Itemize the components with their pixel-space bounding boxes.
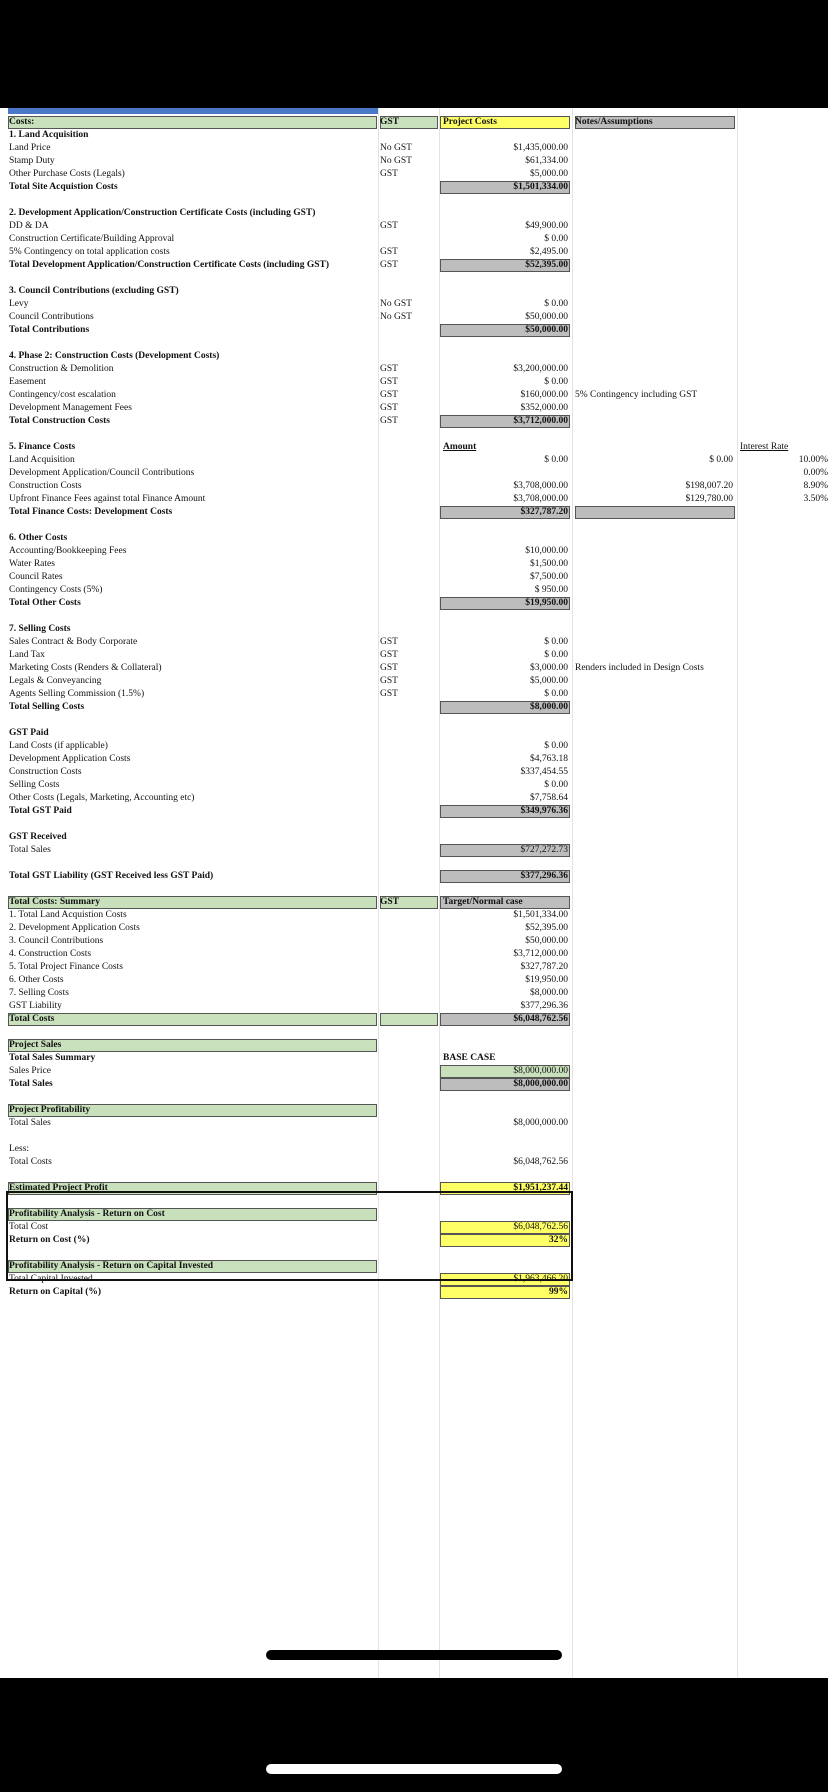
table-row — [0, 1143, 828, 1156]
label-cell[interactable]: Total Sales — [9, 1079, 53, 1089]
table-row — [0, 1000, 828, 1013]
label-cell[interactable]: Total Construction Costs — [9, 416, 110, 426]
gst-cell[interactable]: GST — [380, 637, 398, 647]
label-cell[interactable]: Total Development Application/Construction Certificate Costs (including GST) — [9, 260, 330, 270]
label-cell[interactable]: Return on Cost (%) — [9, 1235, 90, 1245]
cost-cell[interactable]: $7,758.64 — [530, 793, 568, 803]
cost-cell[interactable]: Target/Normal case — [440, 896, 570, 909]
label-cell[interactable]: 5. Total Project Finance Costs — [9, 962, 123, 972]
label-cell[interactable]: 4. Construction Costs — [9, 949, 92, 959]
table-row — [0, 584, 828, 597]
notes-cell[interactable] — [575, 506, 735, 519]
table-row — [0, 467, 828, 480]
label-cell[interactable]: Agents Selling Commission (1.5%) — [9, 689, 145, 699]
cost-cell[interactable]: $10,000.00 — [525, 546, 568, 556]
label-cell[interactable]: Total Site Acquistion Costs — [9, 182, 118, 192]
label-cell[interactable]: 6. Other Costs — [9, 533, 68, 543]
label-cell[interactable]: Legals & Conveyancing — [9, 676, 102, 686]
gst-cell[interactable]: GST — [380, 221, 398, 231]
table-row — [0, 1273, 828, 1286]
grid-line — [439, 108, 440, 1678]
table-row — [0, 909, 828, 922]
label-cell[interactable]: Costs: — [8, 116, 377, 129]
table-row — [0, 1039, 828, 1052]
label-cell[interactable]: Total Sales — [9, 1118, 51, 1128]
label-cell[interactable]: Land Tax — [9, 650, 45, 660]
label-cell[interactable]: Total GST Paid — [9, 806, 72, 816]
label-cell[interactable]: Total Selling Costs — [9, 702, 85, 712]
table-row — [0, 480, 828, 493]
table-row — [0, 454, 828, 467]
cost-cell[interactable]: $61,334.00 — [525, 156, 568, 166]
table-row — [0, 545, 828, 558]
table-row — [0, 1104, 828, 1117]
label-cell[interactable]: Construction Costs — [9, 767, 82, 777]
cost-cell[interactable]: $50,000.00 — [525, 936, 568, 946]
label-cell[interactable]: 3. Council Contributions — [9, 936, 104, 946]
cost-cell[interactable]: $8,000,000.00 — [440, 1078, 570, 1091]
label-cell[interactable]: 5. Finance Costs — [9, 442, 76, 452]
cost-cell[interactable]: $8,000,000.00 — [513, 1118, 568, 1128]
interest-rate-cell[interactable]: 0.00% — [803, 468, 828, 478]
gst-cell[interactable]: GST — [380, 689, 398, 699]
table-row — [0, 948, 828, 961]
cost-cell[interactable]: $8,000.00 — [440, 701, 570, 714]
table-row — [0, 1234, 828, 1247]
cost-cell[interactable]: $8,000,000.00 — [440, 1065, 570, 1078]
table-row — [0, 220, 828, 233]
table-row — [0, 298, 828, 311]
table-row — [0, 402, 828, 415]
table-row — [0, 1260, 828, 1273]
spreadsheet-sheet[interactable] — [0, 108, 828, 1678]
cost-cell[interactable]: BASE CASE — [443, 1053, 496, 1063]
label-cell[interactable]: 1. Land Acquisition — [9, 130, 89, 140]
cost-cell[interactable]: $19,950.00 — [440, 597, 570, 610]
label-cell[interactable]: Land Acquisition — [9, 455, 75, 465]
cost-cell[interactable]: $5,000.00 — [530, 169, 568, 179]
table-row — [0, 753, 828, 766]
label-cell[interactable]: Total Sales — [9, 845, 51, 855]
gst-cell[interactable]: GST — [380, 377, 398, 387]
cost-cell[interactable]: $3,708,000.00 — [513, 494, 568, 504]
cost-cell[interactable]: $ 950.00 — [534, 585, 568, 595]
label-cell[interactable]: 2. Development Application/Construction Certificate Costs (including GST) — [9, 208, 316, 218]
gst-cell[interactable]: GST — [380, 169, 398, 179]
interest-rate-cell[interactable]: 8.90% — [803, 481, 828, 491]
cost-cell[interactable]: $3,200,000.00 — [513, 364, 568, 374]
label-cell[interactable]: 1. Total Land Acquistion Costs — [9, 910, 127, 920]
table-row — [0, 766, 828, 779]
table-row — [0, 532, 828, 545]
gst-cell[interactable]: No GST — [380, 312, 412, 322]
gst-cell[interactable]: GST — [380, 364, 398, 374]
label-cell[interactable]: Construction Certificate/Building Approval — [9, 234, 175, 244]
cost-cell[interactable]: $377,296.36 — [440, 870, 570, 883]
gst-cell[interactable]: GST — [380, 247, 398, 257]
cost-cell[interactable]: $6,048,762.56 — [513, 1157, 568, 1167]
cost-cell[interactable]: 32% — [440, 1234, 570, 1247]
table-row — [0, 974, 828, 987]
label-cell[interactable]: Total Capital Invested — [9, 1274, 93, 1284]
table-row — [0, 792, 828, 805]
gst-cell[interactable]: GST — [380, 416, 398, 426]
notes-cell[interactable]: 5% Contingency including GST — [575, 390, 698, 400]
table-row — [0, 129, 828, 142]
table-row — [0, 116, 828, 129]
table-row — [0, 1013, 828, 1026]
table-row — [0, 805, 828, 818]
table-row — [0, 363, 828, 376]
table-row — [0, 571, 828, 584]
cost-cell[interactable]: $6,048,762.56 — [440, 1221, 570, 1234]
label-cell[interactable]: 6. Other Costs — [9, 975, 64, 985]
table-row — [0, 155, 828, 168]
label-cell[interactable]: Accounting/Bookkeeping Fees — [9, 546, 127, 556]
table-row — [0, 415, 828, 428]
notes-cell[interactable]: Renders included in Design Costs — [575, 663, 704, 673]
table-row — [0, 1078, 828, 1091]
label-cell[interactable]: Other Costs (Legals, Marketing, Accounting etc) — [9, 793, 195, 803]
cost-cell[interactable]: Amount — [443, 442, 477, 452]
label-cell[interactable]: Contingency Costs (5%) — [9, 585, 103, 595]
cost-cell[interactable]: $3,712,000.00 — [513, 949, 568, 959]
label-cell[interactable]: Contingency/cost escalation — [9, 390, 116, 400]
table-row — [0, 1052, 828, 1065]
cost-cell[interactable]: $49,900.00 — [525, 221, 568, 231]
table-row — [0, 311, 828, 324]
cost-cell[interactable]: $ 0.00 — [544, 455, 568, 465]
cost-cell[interactable]: $19,950.00 — [525, 975, 568, 985]
label-cell[interactable]: Levy — [9, 299, 29, 309]
table-row — [0, 558, 828, 571]
cost-cell[interactable]: $327,787.20 — [440, 506, 570, 519]
label-cell[interactable]: 4. Phase 2: Construction Costs (Development Costs) — [9, 351, 220, 361]
cost-cell[interactable]: $2,495.00 — [530, 247, 568, 257]
label-cell[interactable]: Development Application/Council Contributions — [9, 468, 195, 478]
table-row — [0, 181, 828, 194]
table-row — [0, 168, 828, 181]
grid-line — [737, 108, 738, 1678]
cost-cell[interactable]: $3,000.00 — [530, 663, 568, 673]
label-cell[interactable] — [8, 1247, 377, 1260]
notes-cell[interactable]: Notes/Assumptions — [575, 116, 735, 129]
table-row — [0, 324, 828, 337]
home-indicator — [266, 1650, 562, 1660]
label-cell[interactable]: Selling Costs — [9, 780, 60, 790]
interest-amount-cell[interactable]: $ 0.00 — [709, 455, 733, 465]
label-cell[interactable]: Construction Costs — [9, 481, 82, 491]
table-row — [0, 1182, 828, 1195]
label-cell[interactable]: 7. Selling Costs — [9, 624, 71, 634]
table-row — [0, 597, 828, 610]
table-row — [0, 1247, 828, 1260]
table-row — [0, 1065, 828, 1078]
table-row — [0, 441, 828, 454]
label-cell[interactable]: Profitability Analysis - Return on Cost — [8, 1208, 377, 1221]
cost-cell[interactable]: $160,000.00 — [520, 390, 568, 400]
label-cell[interactable]: Easement — [9, 377, 46, 387]
interest-amount-cell[interactable]: $129,780.00 — [685, 494, 733, 504]
label-cell[interactable]: Profitability Analysis - Return on Capital Invested — [8, 1260, 377, 1273]
label-cell[interactable]: Land Price — [9, 143, 51, 153]
table-row — [0, 831, 828, 844]
label-cell[interactable]: GST Paid — [9, 728, 49, 738]
cost-cell[interactable]: $50,000.00 — [525, 312, 568, 322]
label-cell[interactable]: Estimated Project Profit — [8, 1182, 377, 1195]
label-cell[interactable]: Construction & Demolition — [9, 364, 114, 374]
label-cell[interactable]: Total Costs — [9, 1157, 52, 1167]
table-row — [0, 844, 828, 857]
table-row — [0, 675, 828, 688]
label-cell[interactable]: Project Profitability — [8, 1104, 377, 1117]
cost-cell[interactable]: $52,395.00 — [525, 923, 568, 933]
cost-cell[interactable]: $ 0.00 — [544, 637, 568, 647]
cost-cell[interactable]: $1,963,466.20 — [440, 1273, 570, 1286]
label-cell[interactable]: Return on Capital (%) — [9, 1287, 102, 1297]
label-cell[interactable]: Development Application Costs — [9, 754, 131, 764]
gst-cell[interactable]: GST — [380, 676, 398, 686]
table-row — [0, 506, 828, 519]
table-row — [0, 389, 828, 402]
cost-cell[interactable]: $352,000.00 — [520, 403, 568, 413]
table-row — [0, 1286, 828, 1299]
table-row — [0, 961, 828, 974]
table-row — [0, 688, 828, 701]
gst-cell[interactable]: GST — [380, 390, 398, 400]
table-row — [0, 740, 828, 753]
grid-line — [572, 108, 573, 1678]
label-cell[interactable]: 7. Selling Costs — [9, 988, 69, 998]
table-row — [0, 259, 828, 272]
cost-cell[interactable]: $1,951,237.44 — [440, 1182, 570, 1195]
cost-cell[interactable]: $ 0.00 — [544, 780, 568, 790]
cost-cell[interactable]: $ 0.00 — [544, 741, 568, 751]
table-row — [0, 246, 828, 259]
interest-rate-cell[interactable]: 3.50% — [803, 494, 828, 504]
gst-cell[interactable]: GST — [380, 260, 398, 270]
label-cell[interactable]: 3. Council Contributions (excluding GST) — [9, 286, 179, 296]
label-cell[interactable]: Total GST Liability (GST Received less GST Paid) — [9, 871, 214, 881]
table-row — [0, 142, 828, 155]
label-cell[interactable]: Total Costs — [8, 1013, 377, 1026]
cost-cell[interactable]: $7,500.00 — [530, 572, 568, 582]
interest-rate-cell[interactable]: Interest Rate — [740, 442, 789, 452]
table-row — [0, 935, 828, 948]
table-row — [0, 376, 828, 389]
label-cell[interactable]: GST Liability — [9, 1001, 62, 1011]
cost-cell[interactable]: $ 0.00 — [544, 299, 568, 309]
label-cell[interactable]: Total Sales Summary — [9, 1053, 96, 1063]
gst-cell[interactable]: No GST — [380, 156, 412, 166]
cost-cell[interactable]: Project Costs — [440, 116, 570, 129]
table-row — [0, 636, 828, 649]
gst-cell[interactable]: GST — [380, 663, 398, 673]
cost-cell[interactable]: $50,000.00 — [440, 324, 570, 337]
table-row — [0, 896, 828, 909]
cost-cell[interactable]: $727,272.73 — [440, 844, 570, 857]
cost-cell[interactable]: 99% — [440, 1286, 570, 1299]
gst-cell[interactable]: GST — [380, 650, 398, 660]
bottom-bar — [0, 1678, 828, 1792]
cost-cell[interactable]: $1,501,334.00 — [513, 910, 568, 920]
cost-cell[interactable]: $1,500.00 — [530, 559, 568, 569]
label-cell[interactable]: Water Rates — [9, 559, 55, 569]
cost-cell[interactable]: $3,708,000.00 — [513, 481, 568, 491]
cost-cell[interactable]: $5,000.00 — [530, 676, 568, 686]
table-row — [0, 285, 828, 298]
table-row — [0, 922, 828, 935]
table-row — [0, 987, 828, 1000]
gst-cell[interactable] — [380, 1013, 438, 1026]
table-row — [0, 350, 828, 363]
table-row — [0, 649, 828, 662]
cost-cell[interactable]: $377,296.36 — [520, 1001, 568, 1011]
label-cell[interactable]: Total Finance Costs: Development Costs — [9, 507, 173, 517]
gst-cell[interactable]: GST — [380, 896, 438, 909]
cost-cell[interactable]: $1,501,334.00 — [440, 181, 570, 194]
label-cell[interactable]: Marketing Costs (Renders & Collateral) — [9, 663, 162, 673]
label-cell[interactable]: Development Management Fees — [9, 403, 132, 413]
grid-line — [378, 108, 379, 1678]
table-row — [0, 727, 828, 740]
selected-row-strip — [8, 108, 378, 114]
label-cell[interactable]: Land Costs (if applicable) — [9, 741, 108, 751]
table-row — [0, 662, 828, 675]
cost-cell[interactable]: $3,712,000.00 — [440, 415, 570, 428]
label-cell[interactable]: Total Costs: Summary — [8, 896, 377, 909]
label-cell[interactable]: Total Cost — [9, 1222, 49, 1232]
label-cell[interactable]: Council Contributions — [9, 312, 94, 322]
label-cell[interactable]: Other Purchase Costs (Legals) — [9, 169, 125, 179]
gst-cell[interactable]: No GST — [380, 299, 412, 309]
label-cell[interactable]: GST Received — [9, 832, 67, 842]
table-row — [0, 870, 828, 883]
cost-cell[interactable]: $1,435,000.00 — [513, 143, 568, 153]
cost-cell[interactable]: $8,000.00 — [530, 988, 568, 998]
table-row — [0, 1221, 828, 1234]
label-cell[interactable]: 2. Development Application Costs — [9, 923, 140, 933]
interest-amount-cell[interactable]: $198,007.20 — [685, 481, 733, 491]
label-cell[interactable]: DD & DA — [9, 221, 49, 231]
cost-cell[interactable]: $4,763.18 — [530, 754, 568, 764]
cost-cell[interactable]: $ 0.00 — [544, 377, 568, 387]
cost-cell[interactable]: $349,976.36 — [440, 805, 570, 818]
cost-cell[interactable]: $ 0.00 — [544, 234, 568, 244]
label-cell[interactable]: Council Rates — [9, 572, 63, 582]
interest-rate-cell[interactable]: 10.00% — [798, 455, 828, 465]
label-cell[interactable]: Total Contributions — [9, 325, 90, 335]
table-row — [0, 1156, 828, 1169]
table-row — [0, 493, 828, 506]
table-row — [0, 233, 828, 246]
cost-cell[interactable]: $52,395.00 — [440, 259, 570, 272]
gst-cell[interactable]: GST — [380, 116, 438, 129]
label-cell[interactable]: Project Sales — [8, 1039, 377, 1052]
label-cell[interactable]: Stamp Duty — [9, 156, 55, 166]
label-cell[interactable]: Total Other Costs — [9, 598, 81, 608]
cost-cell[interactable]: $337,454.55 — [520, 767, 568, 777]
table-row — [0, 1117, 828, 1130]
label-cell[interactable]: Sales Price — [9, 1066, 51, 1076]
cost-cell[interactable]: $327,787.20 — [520, 962, 568, 972]
cost-cell[interactable]: $6,048,762.56 — [440, 1013, 570, 1026]
label-cell[interactable]: Less: — [9, 1144, 30, 1154]
cost-cell[interactable]: $ 0.00 — [544, 650, 568, 660]
table-row — [0, 779, 828, 792]
table-row — [0, 701, 828, 714]
home-indicator-bottom — [266, 1764, 562, 1774]
table-row — [0, 1208, 828, 1221]
label-cell[interactable]: Upfront Finance Fees against total Finance Amount — [9, 494, 206, 504]
label-cell[interactable]: Sales Contract & Body Corporate — [9, 637, 138, 647]
cost-cell[interactable]: $ 0.00 — [544, 689, 568, 699]
label-cell[interactable]: 5% Contingency on total application costs — [9, 247, 170, 257]
gst-cell[interactable]: GST — [380, 403, 398, 413]
gst-cell[interactable]: No GST — [380, 143, 412, 153]
table-row — [0, 207, 828, 220]
table-row — [0, 623, 828, 636]
